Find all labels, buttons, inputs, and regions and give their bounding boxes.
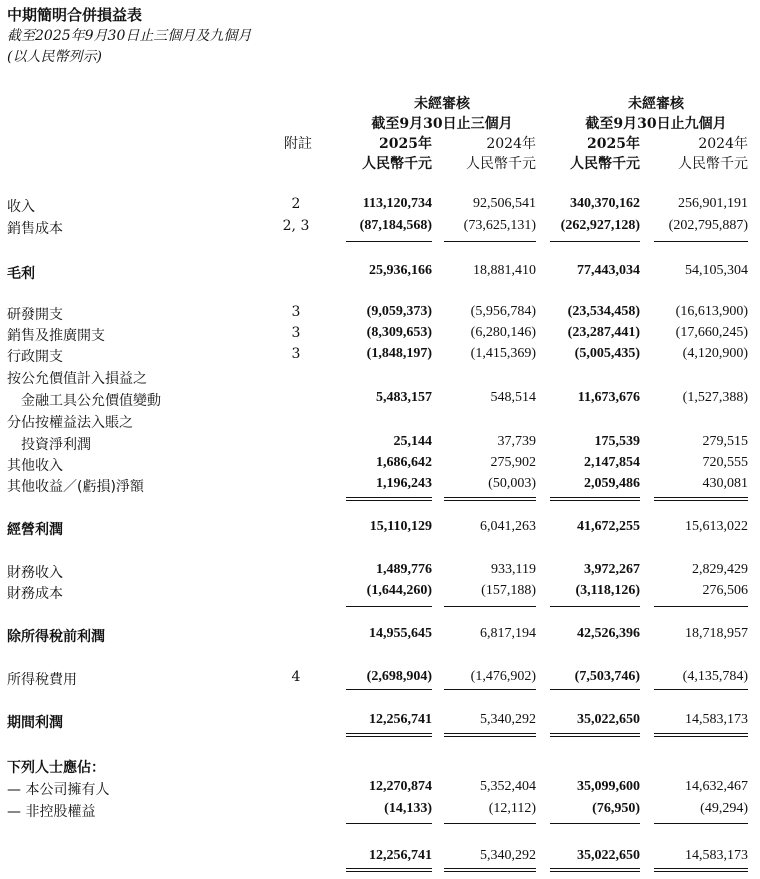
note-ref: 4 <box>291 669 301 685</box>
value-cell: 6,041,263 <box>480 519 536 534</box>
row-label: 行政開支 <box>7 349 63 365</box>
value-cell: (4,135,784) <box>682 669 748 684</box>
value-cell: 1,489,776 <box>376 562 432 577</box>
value-cell: 35,022,650 <box>577 712 640 727</box>
page-title: 中期簡明合併損益表 <box>7 6 143 24</box>
row-label: 毛利 <box>7 266 35 282</box>
rule-line <box>550 871 640 872</box>
rule-line <box>444 241 536 242</box>
row-label: 收入 <box>7 199 35 215</box>
row-label: 其他收益／(虧損)淨額 <box>7 479 144 495</box>
year-header-2: 2024年 <box>486 136 536 152</box>
rule-line <box>550 868 640 869</box>
n-period-header: 截至9月30日止九個月 <box>585 116 727 132</box>
rule-line <box>346 689 432 690</box>
value-cell: (1,527,388) <box>682 390 748 405</box>
value-cell: (202,795,887) <box>668 218 748 233</box>
note-ref: 3 <box>291 325 301 341</box>
value-cell: (16,613,900) <box>675 304 748 319</box>
value-cell: 54,105,304 <box>685 263 748 278</box>
rule-line <box>654 500 748 501</box>
rule-line <box>444 497 536 498</box>
row-label: 投資淨利潤 <box>7 437 91 453</box>
rule-line <box>550 500 640 501</box>
value-cell: 11,673,676 <box>577 390 640 405</box>
value-cell: 14,583,173 <box>685 848 748 863</box>
rule-line <box>444 823 536 824</box>
rule-line <box>346 500 432 501</box>
value-cell: (157,188) <box>481 583 536 598</box>
value-cell: 14,583,173 <box>685 712 748 727</box>
rule-line <box>550 823 640 824</box>
rule-line <box>654 497 748 498</box>
note-ref: 2 <box>291 196 301 212</box>
value-cell: 12,256,741 <box>369 712 432 727</box>
rule-line <box>444 871 536 872</box>
value-cell: (1,476,902) <box>470 669 536 684</box>
value-cell: 77,443,034 <box>577 263 640 278</box>
value-cell: 92,506,541 <box>473 196 536 211</box>
value-cell: 41,672,255 <box>577 519 640 534</box>
value-cell: (4,120,900) <box>682 346 748 361</box>
year-header-4: 2024年 <box>698 136 748 152</box>
rule-line <box>654 606 748 607</box>
row-label: 財務成本 <box>7 586 63 602</box>
rule-line <box>346 736 432 737</box>
row-label: 除所得稅前利潤 <box>7 629 105 645</box>
row-label: 銷售及推廣開支 <box>7 328 105 344</box>
rule-line <box>346 733 432 734</box>
rule-line <box>444 736 536 737</box>
value-cell: 340,370,162 <box>570 196 640 211</box>
value-cell: 15,613,022 <box>685 519 748 534</box>
value-cell: (87,184,568) <box>359 218 432 233</box>
value-cell: 5,483,157 <box>376 390 432 405</box>
row-label: 財務收入 <box>7 565 63 581</box>
value-cell: (9,059,373) <box>366 304 432 319</box>
value-cell: 18,718,957 <box>685 626 748 641</box>
value-cell: (12,112) <box>488 801 536 816</box>
value-cell: (7,503,746) <box>574 669 640 684</box>
row-label: 經營利潤 <box>7 522 63 538</box>
value-cell: 113,120,734 <box>362 196 432 211</box>
rule-line <box>444 500 536 501</box>
note-header: 附註 <box>284 136 312 152</box>
value-cell: (23,287,441) <box>567 325 640 340</box>
value-cell: (6,280,146) <box>470 325 536 340</box>
unit-header-1: 人民幣千元 <box>362 156 432 172</box>
value-cell: 256,901,191 <box>678 196 748 211</box>
row-label: — 非控股權益 <box>7 804 96 820</box>
value-cell: 6,817,194 <box>480 626 536 641</box>
rule-line <box>346 497 432 498</box>
value-cell: 1,196,243 <box>376 476 432 491</box>
rule-line <box>654 868 748 869</box>
value-cell: 2,829,429 <box>692 562 748 577</box>
value-cell: 18,881,410 <box>473 263 536 278</box>
rule-line <box>444 733 536 734</box>
value-cell: 2,147,854 <box>584 455 640 470</box>
rule-line <box>654 241 748 242</box>
value-cell: 14,632,467 <box>685 779 748 794</box>
rule-line <box>654 689 748 690</box>
q-audit-header: 未經審核 <box>414 96 470 112</box>
rule-line <box>654 823 748 824</box>
value-cell: 5,340,292 <box>480 848 536 863</box>
value-cell: (5,956,784) <box>470 304 536 319</box>
note-ref: 3 <box>291 304 301 320</box>
value-cell: (1,644,260) <box>366 583 432 598</box>
value-cell: 430,081 <box>702 476 748 491</box>
value-cell: 12,256,741 <box>369 848 432 863</box>
value-cell: (1,415,369) <box>470 346 536 361</box>
unit-header-3: 人民幣千元 <box>570 156 640 172</box>
rule-line <box>346 868 432 869</box>
value-cell: 933,119 <box>491 562 536 577</box>
value-cell: (5,005,435) <box>574 346 640 361</box>
value-cell: (76,950) <box>592 801 640 816</box>
value-cell: 35,099,600 <box>577 779 640 794</box>
value-cell: (49,294) <box>700 801 748 816</box>
rule-line <box>346 823 432 824</box>
value-cell: 14,955,645 <box>369 626 432 641</box>
value-cell: 5,340,292 <box>480 712 536 727</box>
value-cell: 275,902 <box>490 455 536 470</box>
note-ref: 3 <box>291 346 301 362</box>
row-label: 期間利潤 <box>7 715 63 731</box>
value-cell: 2,059,486 <box>584 476 640 491</box>
value-cell: (2,698,904) <box>366 669 432 684</box>
row-label: 分佔按權益法入賬之 <box>7 415 133 431</box>
rule-line <box>346 871 432 872</box>
rule-line <box>550 736 640 737</box>
note-ref: 2, 3 <box>282 218 310 234</box>
rule-line <box>550 689 640 690</box>
value-cell: 15,110,129 <box>369 519 432 534</box>
value-cell: 1,686,642 <box>376 455 432 470</box>
page-subtitle: 截至2025年9月30日止三個月及九個月 <box>7 28 252 44</box>
value-cell: 35,022,650 <box>577 848 640 863</box>
value-cell: (3,118,126) <box>575 583 640 598</box>
unit-header-4: 人民幣千元 <box>678 156 748 172</box>
value-cell: (1,848,197) <box>366 346 432 361</box>
row-label: 所得稅費用 <box>7 672 77 688</box>
value-cell: 279,515 <box>702 434 748 449</box>
q-period-header: 截至9月30日止三個月 <box>371 116 513 132</box>
rule-line <box>550 241 640 242</box>
row-label: 銷售成本 <box>7 221 63 237</box>
rule-line <box>346 606 432 607</box>
value-cell: (8,309,653) <box>366 325 432 340</box>
currency-note: (以人民幣列示) <box>7 49 102 65</box>
row-label: 金融工具公允價值變動 <box>7 393 161 409</box>
value-cell: 276,506 <box>702 583 748 598</box>
rule-line <box>444 606 536 607</box>
rule-line <box>444 689 536 690</box>
rule-line <box>654 871 748 872</box>
year-header-1: 2025年 <box>379 136 432 152</box>
row-label: 研發開支 <box>7 307 63 323</box>
value-cell: (262,927,128) <box>560 218 640 233</box>
value-cell: 548,514 <box>490 390 536 405</box>
row-label: 其他收入 <box>7 458 63 474</box>
value-cell: (50,003) <box>488 476 536 491</box>
rule-line <box>550 606 640 607</box>
value-cell: 25,144 <box>393 434 432 449</box>
row-label: 按公允價值計入損益之 <box>7 371 147 387</box>
value-cell: (73,625,131) <box>463 218 536 233</box>
rule-line <box>654 736 748 737</box>
value-cell: 12,270,874 <box>369 779 432 794</box>
n-audit-header: 未經審核 <box>628 96 684 112</box>
rule-line <box>654 733 748 734</box>
value-cell: 25,936,166 <box>369 263 432 278</box>
value-cell: (17,660,245) <box>675 325 748 340</box>
rule-line <box>550 497 640 498</box>
unit-header-2: 人民幣千元 <box>466 156 536 172</box>
year-header-3: 2025年 <box>587 136 640 152</box>
row-label: 下列人士應佔： <box>7 760 105 776</box>
value-cell: 42,526,396 <box>577 626 640 641</box>
rule-line <box>550 733 640 734</box>
value-cell: (23,534,458) <box>567 304 640 319</box>
value-cell: 3,972,267 <box>584 562 640 577</box>
row-label: — 本公司擁有人 <box>7 782 110 798</box>
rule-line <box>346 241 432 242</box>
value-cell: 5,352,404 <box>480 779 536 794</box>
value-cell: 720,555 <box>702 455 748 470</box>
value-cell: 37,739 <box>497 434 536 449</box>
value-cell: (14,133) <box>384 801 432 816</box>
value-cell: 175,539 <box>594 434 640 449</box>
rule-line <box>444 868 536 869</box>
